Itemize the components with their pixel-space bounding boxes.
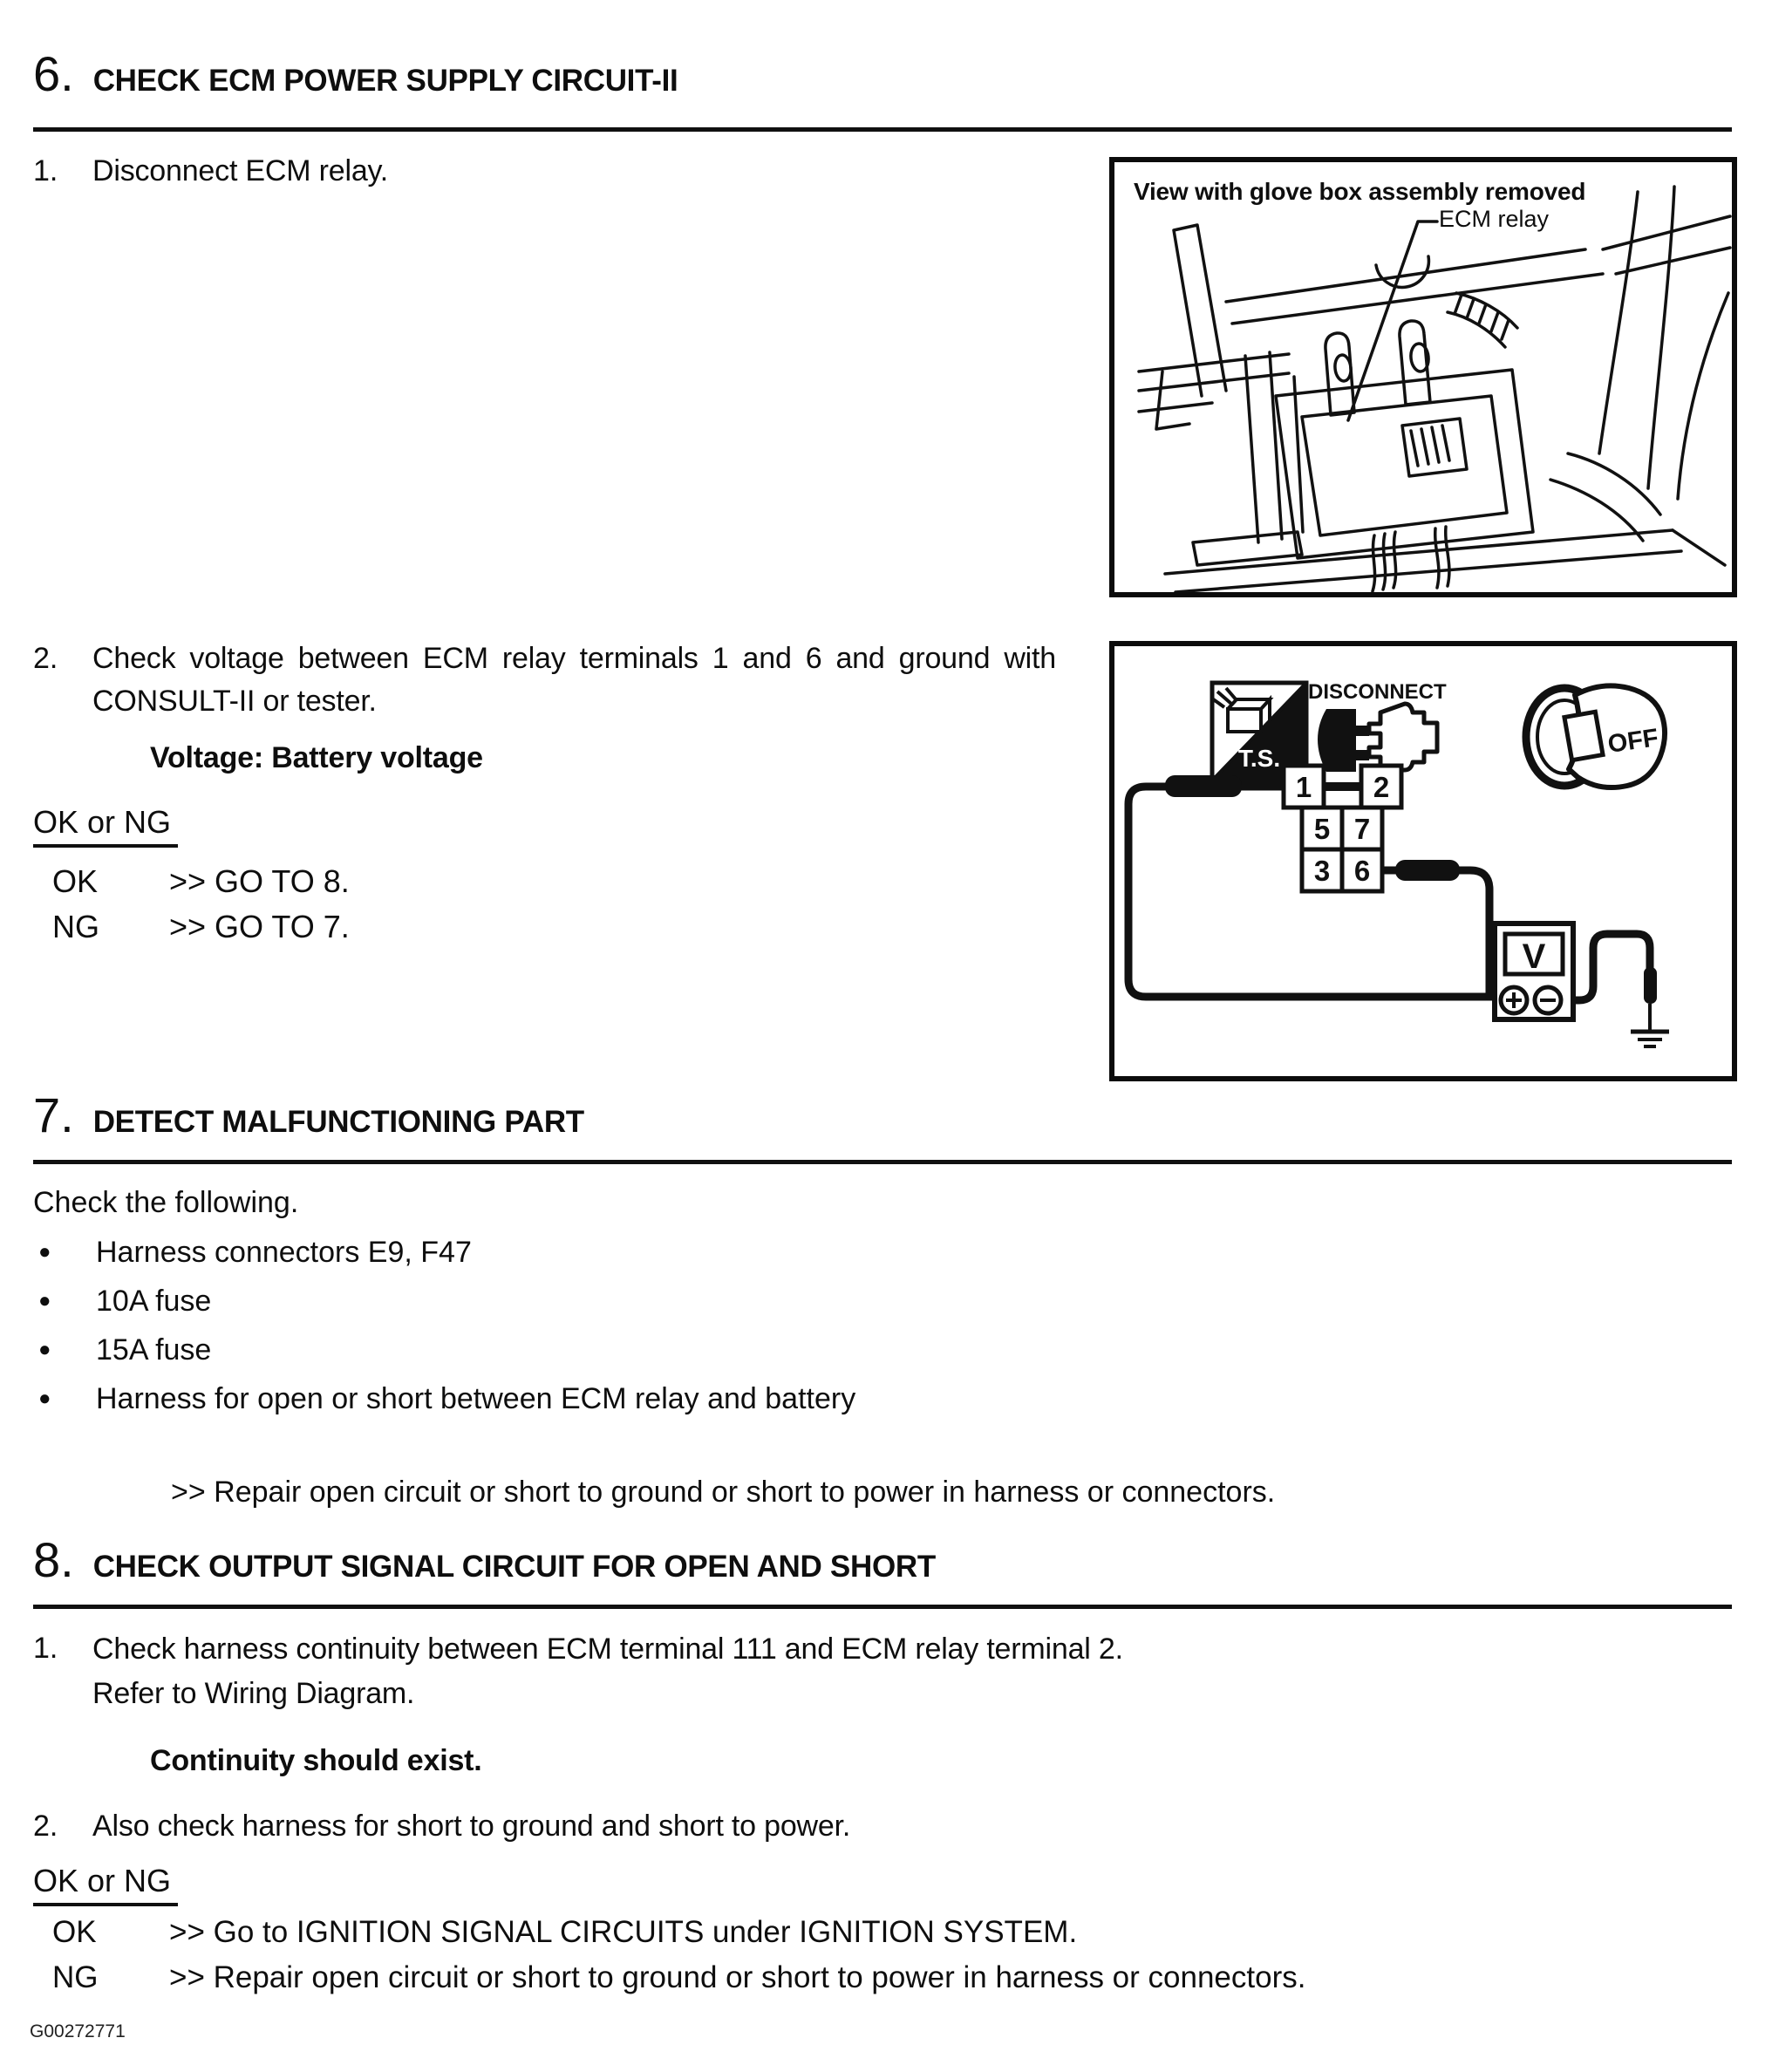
ng-action: >> Repair open circuit or short to ground or short to power in harness or connectors. — [169, 1960, 1306, 1994]
ng-label: NG — [52, 1960, 99, 1994]
list-item: ● Harness connectors E9, F47 — [38, 1236, 472, 1269]
ok-action: >> GO TO 8. — [169, 863, 350, 899]
section-6-title: CHECK ECM POWER SUPPLY CIRCUIT-II — [92, 64, 678, 98]
bullet-icon: ● — [38, 1240, 51, 1264]
ok-label: OK — [52, 863, 99, 899]
ok-or-ng-heading: OK or NG — [33, 1863, 178, 1906]
svg-text:T.S.: T.S. — [1237, 745, 1281, 772]
section8-step1 — [33, 1627, 1428, 1716]
pin-3: 3 — [1313, 855, 1331, 887]
section-divider — [33, 127, 1732, 132]
section-7-header — [33, 1087, 584, 1143]
section-divider — [33, 1605, 1732, 1609]
step-number: 1. — [33, 154, 58, 187]
svg-text:DISCONNECT: DISCONNECT — [1308, 680, 1447, 704]
ng-action: >> GO TO 7. — [169, 909, 350, 944]
glove-box-illustration — [1114, 162, 1732, 592]
ecm-relay-callout: ECM relay — [1439, 206, 1550, 232]
section-8-number: 8. — [33, 1532, 74, 1587]
ng-result-row — [52, 909, 350, 945]
section8-step2 — [33, 1805, 1428, 1848]
ok-result-row — [52, 863, 350, 900]
figure1-caption: View with glove box assembly removed — [1134, 178, 1586, 205]
test-lead-pin6 — [1382, 870, 1489, 997]
figure-voltage-test — [1109, 641, 1737, 1081]
check-following-text: Check the following. — [33, 1186, 299, 1219]
repair-action-text: >> Repair open circuit or short to ground or short to power in harness or connectors. — [171, 1476, 1276, 1509]
continuity-spec: Continuity should exist. — [150, 1744, 482, 1777]
bullet-icon: ● — [38, 1338, 51, 1361]
list-item: ● Harness for open or short between ECM relay and battery — [38, 1382, 856, 1415]
svg-text:OFF: OFF — [1605, 724, 1660, 759]
section-divider — [33, 1160, 1732, 1164]
bullet-icon: ● — [38, 1387, 51, 1410]
section6-step2 — [33, 637, 1062, 724]
ground-icon — [1631, 967, 1669, 1046]
bullet-icon: ● — [38, 1289, 51, 1312]
key-off-icon — [1526, 685, 1665, 787]
section-6-header — [33, 45, 678, 102]
step-number: 2. — [33, 1810, 58, 1843]
pin-2: 2 — [1373, 771, 1390, 803]
ng-result-row — [52, 1960, 1305, 1995]
section-7-title: DETECT MALFUNCTIONING PART — [92, 1105, 584, 1139]
ok-or-ng-heading: OK or NG — [33, 804, 178, 848]
step-number: 1. — [33, 1632, 58, 1665]
step-text: Disconnect ECM relay. — [92, 154, 389, 187]
ng-label: NG — [52, 909, 99, 944]
callout-leader-line — [1348, 222, 1437, 420]
section6-step1 — [33, 150, 1080, 193]
section-6-number: 6. — [33, 46, 74, 101]
probe-pin1 — [1165, 775, 1242, 797]
list-item: ● 15A fuse — [38, 1333, 212, 1367]
svg-text:V: V — [1522, 937, 1546, 976]
list-item: ● 10A fuse — [38, 1285, 212, 1318]
figure-glove-box — [1109, 157, 1737, 597]
probe-pin6 — [1395, 860, 1460, 881]
ok-result-row — [52, 1915, 1077, 1950]
relay-pin-grid — [1284, 766, 1401, 891]
voltmeter-icon — [1495, 924, 1573, 1019]
section-8-title: CHECK OUTPUT SIGNAL CIRCUIT FOR OPEN AND SHORT — [92, 1550, 936, 1584]
figure-reference-code: G00272771 — [30, 2021, 126, 2041]
section-8-header — [33, 1531, 936, 1588]
ok-label: OK — [52, 1915, 97, 1949]
pin-6: 6 — [1353, 855, 1371, 887]
step-text: Check voltage between ECM relay terminals 1 and 6 and ground with CONSULT-II or tester. — [92, 642, 1056, 719]
pin-5: 5 — [1313, 813, 1331, 845]
check-list — [38, 1235, 1346, 1430]
pin-7: 7 — [1353, 813, 1371, 845]
section-7-number: 7. — [33, 1087, 74, 1142]
step-text-line2: Refer to Wiring Diagram. — [92, 1677, 415, 1710]
step-number: 2. — [33, 642, 58, 675]
pin-1: 1 — [1295, 771, 1312, 803]
step-text: Also check harness for short to ground and short to power. — [92, 1810, 851, 1843]
voltage-test-diagram — [1114, 646, 1732, 1076]
ok-action: >> Go to IGNITION SIGNAL CIRCUITS under IGNITION SYSTEM. — [169, 1915, 1078, 1949]
voltage-spec: Voltage: Battery voltage — [150, 741, 483, 774]
step-text-line1: Check harness continuity between ECM terminal 111 and ECM relay terminal 2. — [92, 1632, 1123, 1666]
disconnect-icon — [1308, 680, 1447, 772]
